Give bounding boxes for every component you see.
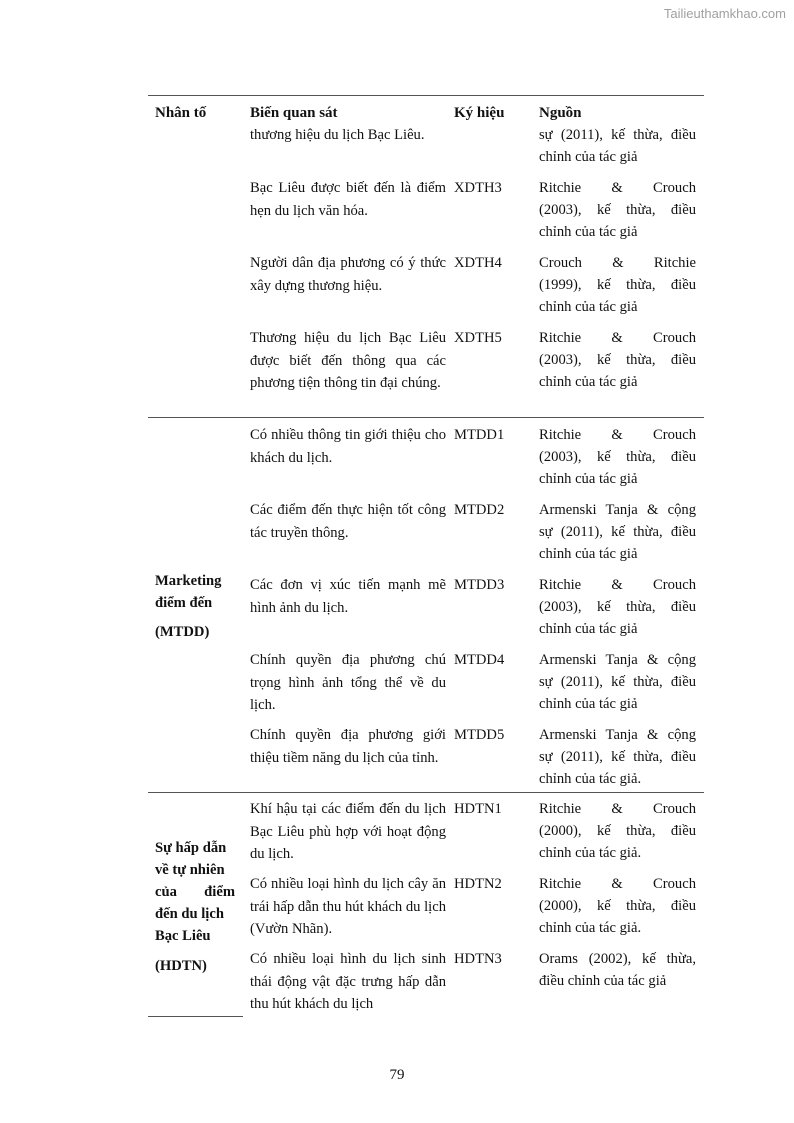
table-row-variable: Thương hiệu du lịch Bạc Liêu được biết đến thông qua các phương tiện thông tin đại chúng. (250, 330, 446, 391)
table-row-source-line: chỉnh của tác giả (539, 149, 638, 165)
factor-hdtn-line3: của điểm (155, 884, 235, 900)
table-row-source-line: Armenski Tanja & cộng (539, 502, 696, 518)
table-top-rule (148, 95, 704, 96)
table-row-source-line: sự (2011), kế thừa, điều (539, 524, 696, 540)
header-observed-variable: Biến quan sát (250, 105, 338, 121)
table-row-variable: thương hiệu du lịch Bạc Liêu. (250, 127, 425, 143)
table-row-code: MTDD4 (454, 652, 505, 668)
table-bottom-rule (148, 1016, 243, 1017)
table-row-code: MTDD1 (454, 427, 505, 443)
table-row-code: XDTH4 (454, 255, 502, 271)
table-row-source-line: chỉnh của tác giả (539, 696, 638, 712)
table-row-variable: Chính quyền địa phương chú trọng hình ảnh tổng thể về du lịch. (250, 652, 446, 713)
table-row-source-line: (2003), kế thừa, điều (539, 352, 696, 368)
factor-hdtn-line2: về tự nhiên (155, 862, 225, 878)
table-row-code: XDTH3 (454, 180, 502, 196)
factor-marketing-line2: điểm đến (155, 595, 213, 611)
table-row-source-line: chỉnh của tác giả (539, 546, 638, 562)
table-row-code: MTDD5 (454, 727, 505, 743)
watermark: Tailieuthamkhao.com (663, 6, 786, 21)
table-row-variable: Bạc Liêu được biết đến là điểm hẹn du lịch văn hóa. (250, 180, 446, 219)
table-row-source-line: (1999), kế thừa, điều (539, 277, 696, 293)
table-row-source-line: sự (2011), kế thừa, điều (539, 674, 696, 690)
header-code: Ký hiệu (454, 105, 505, 121)
table-row-code: HDTN3 (454, 951, 502, 967)
table-row-source-line: chỉnh của tác giả (539, 374, 638, 390)
table-row-source-line: sự (2011), kế thừa, điều (539, 127, 696, 143)
table-row-source-line: Crouch & Ritchie (539, 255, 696, 271)
factor-hdtn-line4: đến du lịch (155, 906, 224, 922)
page-number: 79 (389, 1067, 405, 1083)
table-row-variable: Có nhiều thông tin giới thiệu cho khách du lịch. (250, 427, 446, 466)
factor-hdtn-line5: Bạc Liêu (155, 928, 211, 944)
table-row-variable: Khí hậu tại các điểm đến du lịch Bạc Liêu phù hợp với hoạt động du lịch. (250, 801, 446, 862)
table-row-source-line: chỉnh của tác giả. (539, 845, 642, 861)
table-row-source-line: sự (2011), kế thừa, điều (539, 749, 696, 765)
section-rule-hdtn (148, 792, 704, 793)
table-row-variable: Có nhiều loại hình du lịch sinh thái động vật đặc trưng hấp dẫn thu hút khách du lịch (250, 951, 446, 1012)
factor-hdtn-line1: Sự hấp dẫn (155, 840, 227, 856)
table-row-source-line: Ritchie & Crouch (539, 876, 696, 892)
table-row-code: HDTN2 (454, 876, 502, 892)
table-row-source-line: (2000), kế thừa, điều (539, 823, 696, 839)
table-row-variable: Người dân địa phương có ý thức xây dựng thương hiệu. (250, 255, 446, 294)
table-row-code: HDTN1 (454, 801, 502, 817)
table-row-code: MTDD3 (454, 577, 505, 593)
table-row-variable: Các đơn vị xúc tiến mạnh mẽ hình ảnh du lịch. (250, 577, 446, 616)
table-row-source-line: (2003), kế thừa, điều (539, 202, 696, 218)
header-source: Nguồn (539, 105, 582, 121)
table-row-source-line: (2003), kế thừa, điều (539, 449, 696, 465)
table-row-source-line: điều chỉnh của tác giả (539, 973, 667, 989)
table-row-source-line: Ritchie & Crouch (539, 427, 696, 443)
table-row-source-line: Ritchie & Crouch (539, 801, 696, 817)
table-row-source-line: chỉnh của tác giả (539, 471, 638, 487)
table-row-source-line: Armenski Tanja & cộng (539, 727, 696, 743)
table-row-source-line: chỉnh của tác giả. (539, 771, 642, 787)
table-row-source-line: (2000), kế thừa, điều (539, 898, 696, 914)
table-row-source-line: Ritchie & Crouch (539, 330, 696, 346)
table-row-source-line: Armenski Tanja & cộng (539, 652, 696, 668)
table-row-source-line: chỉnh của tác giả (539, 621, 638, 637)
factor-marketing-line1: Marketing (155, 573, 222, 589)
table-row-source-line: chỉnh của tác giả (539, 224, 638, 240)
table-row-variable: Có nhiều loại hình du lịch cây ăn trái hấp dẫn thu hút khách du lịch (Vườn Nhãn). (250, 876, 446, 937)
table-row-variable: Các điểm đến thực hiện tốt công tác truyền thông. (250, 502, 446, 541)
factor-marketing-code: (MTDD) (155, 624, 210, 640)
table-row-source-line: (2003), kế thừa, điều (539, 599, 696, 615)
table-row-source-line: Ritchie & Crouch (539, 577, 696, 593)
header-factor: Nhân tố (155, 105, 207, 121)
factor-hdtn-code: (HDTN) (155, 958, 207, 974)
table-row-source-line: Ritchie & Crouch (539, 180, 696, 196)
table-row-code: XDTH5 (454, 330, 502, 346)
table-row-source-line: chỉnh của tác giả (539, 299, 638, 315)
table-row-code: MTDD2 (454, 502, 505, 518)
table-row-source-line: chỉnh của tác giả. (539, 920, 642, 936)
table-row-variable: Chính quyền địa phương giới thiệu tiềm năng du lịch của tỉnh. (250, 727, 446, 766)
table-row-source-line: Orams (2002), kế thừa, (539, 951, 696, 967)
section-rule-marketing (148, 417, 704, 418)
